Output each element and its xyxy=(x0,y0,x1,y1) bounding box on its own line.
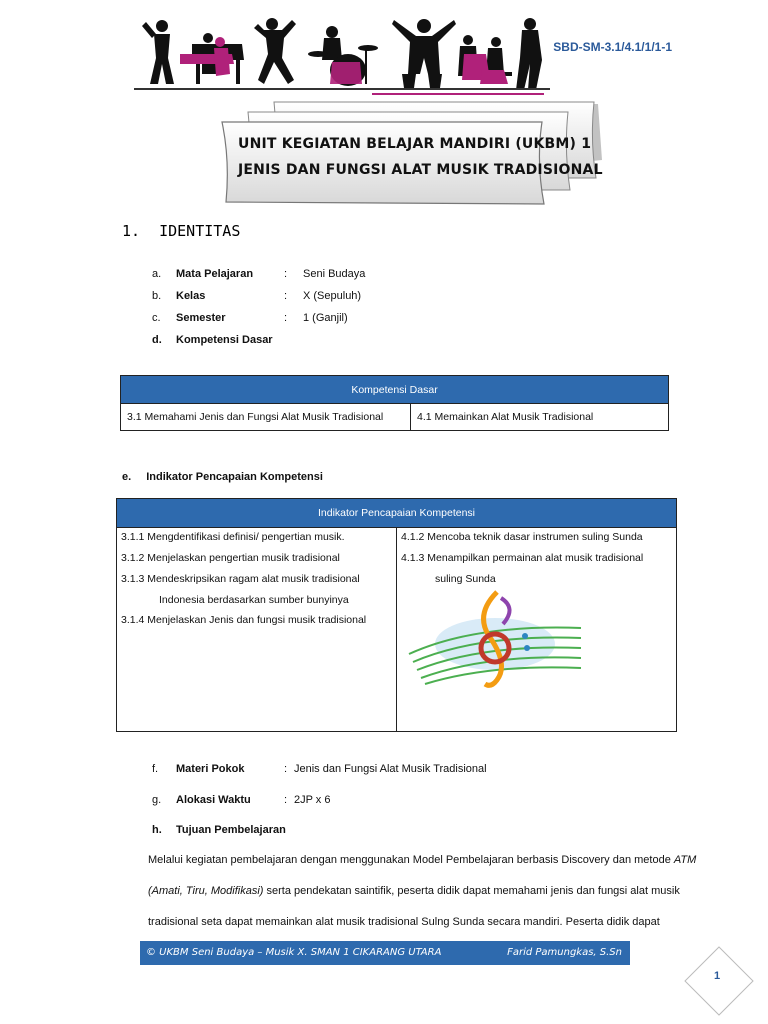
paragraph-italic: (Amati, Tiru, Modifikasi) xyxy=(148,885,264,897)
footer-bar xyxy=(140,941,630,965)
banner-scroll-shape xyxy=(218,100,608,210)
table-cell-left xyxy=(117,528,397,731)
row-letter: g. xyxy=(152,794,162,806)
section-heading xyxy=(122,222,240,240)
row-letter: e. xyxy=(122,471,132,483)
row-label: Alokasi Waktu xyxy=(176,794,251,806)
indicator-item: 4.1.2 Mencoba teknik dasar instrumen suling Sunda xyxy=(401,531,643,543)
row-letter: a. xyxy=(152,268,162,280)
indicator-item: 3.1.2 Menjelaskan pengertian musik tradisional xyxy=(121,552,340,564)
row-value: 1 (Ganjil) xyxy=(303,312,348,324)
ukbm-banner xyxy=(218,100,608,210)
row-letter: d. xyxy=(152,334,162,346)
document-code: SBD-SM-3.1/4.1/1/1-1 xyxy=(553,40,672,54)
row-label: Indikator Pencapaian Kompetensi xyxy=(146,471,323,483)
paragraph-italic: ATM xyxy=(673,854,697,866)
page-number-box xyxy=(683,945,755,1017)
row-colon: : xyxy=(284,312,288,324)
indicator-item: Indonesia berdasarkan sumber bunyinya xyxy=(159,594,349,606)
row-value: 2JP x 6 xyxy=(294,794,331,806)
indicator-item: 3.1.3 Mendeskripsikan ragam alat musik tradisional xyxy=(121,573,360,585)
banner-title-line1: UNIT KEGIATAN BELAJAR MANDIRI (UKBM) 1 xyxy=(238,136,592,152)
table-header: Indikator Pencapaian Kompetensi xyxy=(117,499,676,528)
paragraph-text: serta pendekatan saintifik, peserta didik dapat memahami jenis dan fungsi alat musik xyxy=(263,885,680,897)
ipk-heading xyxy=(122,471,323,483)
learning-objective-line3 xyxy=(148,916,675,928)
footer-left: © UKBM Seni Budaya – Musik X. SMAN 1 CIKARANG UTARA xyxy=(146,947,442,958)
page-number: 1 xyxy=(713,970,721,982)
row-colon: : xyxy=(284,290,288,302)
row-value: Jenis dan Fungsi Alat Musik Tradisional xyxy=(294,763,487,775)
row-label: Materi Pokok xyxy=(176,763,245,775)
section-title: IDENTITAS xyxy=(159,222,241,240)
indikator-table xyxy=(116,498,677,732)
row-letter: c. xyxy=(152,312,161,324)
indicator-item: 3.1.1 Mengdentifikasi definisi/ pengertian musik. xyxy=(121,531,345,543)
music-silhouettes-illustration xyxy=(132,14,552,96)
row-label: Tujuan Pembelajaran xyxy=(176,824,286,836)
table-cell: 4.1 Memainkan Alat Musik Tradisional xyxy=(411,404,669,431)
table-cell: 3.1 Memahami Jenis dan Fungsi Alat Musik Tradisional xyxy=(121,404,411,431)
table-cell-right xyxy=(397,528,676,731)
row-label: Mata Pelajaran xyxy=(176,268,254,280)
paragraph-text: tradisional seta dapat memainkan alat musik tradisional Sulng Sunda secara mandiri. Peserta didik dapat xyxy=(148,916,660,928)
row-letter: f. xyxy=(152,763,159,775)
row-colon: : xyxy=(284,268,288,280)
row-value: Seni Budaya xyxy=(303,268,366,280)
banner-title-line2: JENIS DAN FUNGSI ALAT MUSIK TRADISIONAL xyxy=(238,162,603,178)
row-letter: h. xyxy=(152,824,162,836)
kompetensi-dasar-table xyxy=(120,375,669,431)
row-label: Kompetensi Dasar xyxy=(176,334,273,346)
row-colon: : xyxy=(284,763,288,775)
paragraph-text: Melalui kegiatan pembelajaran dengan menggunakan Model Pembelajaran berbasis Discovery dan metode xyxy=(148,854,674,866)
footer-right: Farid Pamungkas, S.Sn xyxy=(507,947,622,958)
learning-objective-line1 xyxy=(148,854,697,866)
row-colon: : xyxy=(284,794,288,806)
treble-clef-icon xyxy=(405,584,585,696)
section-number: 1. xyxy=(122,222,141,240)
table-header: Kompetensi Dasar xyxy=(121,376,669,404)
learning-objective-line2 xyxy=(148,885,680,897)
row-value: X (Sepuluh) xyxy=(303,290,362,302)
indicator-item: 3.1.4 Menjelaskan Jenis dan fungsi musik tradisional xyxy=(121,614,367,626)
row-letter: b. xyxy=(152,290,162,302)
indicator-item: 4.1.3 Menampilkan permainan alat musik tradisional xyxy=(401,552,644,564)
row-label: Semester xyxy=(176,312,226,324)
row-label: Kelas xyxy=(176,290,206,302)
indicator-item: suling Sunda xyxy=(435,573,496,585)
header-rule-magenta xyxy=(372,93,544,95)
header-rule-black xyxy=(134,88,550,90)
